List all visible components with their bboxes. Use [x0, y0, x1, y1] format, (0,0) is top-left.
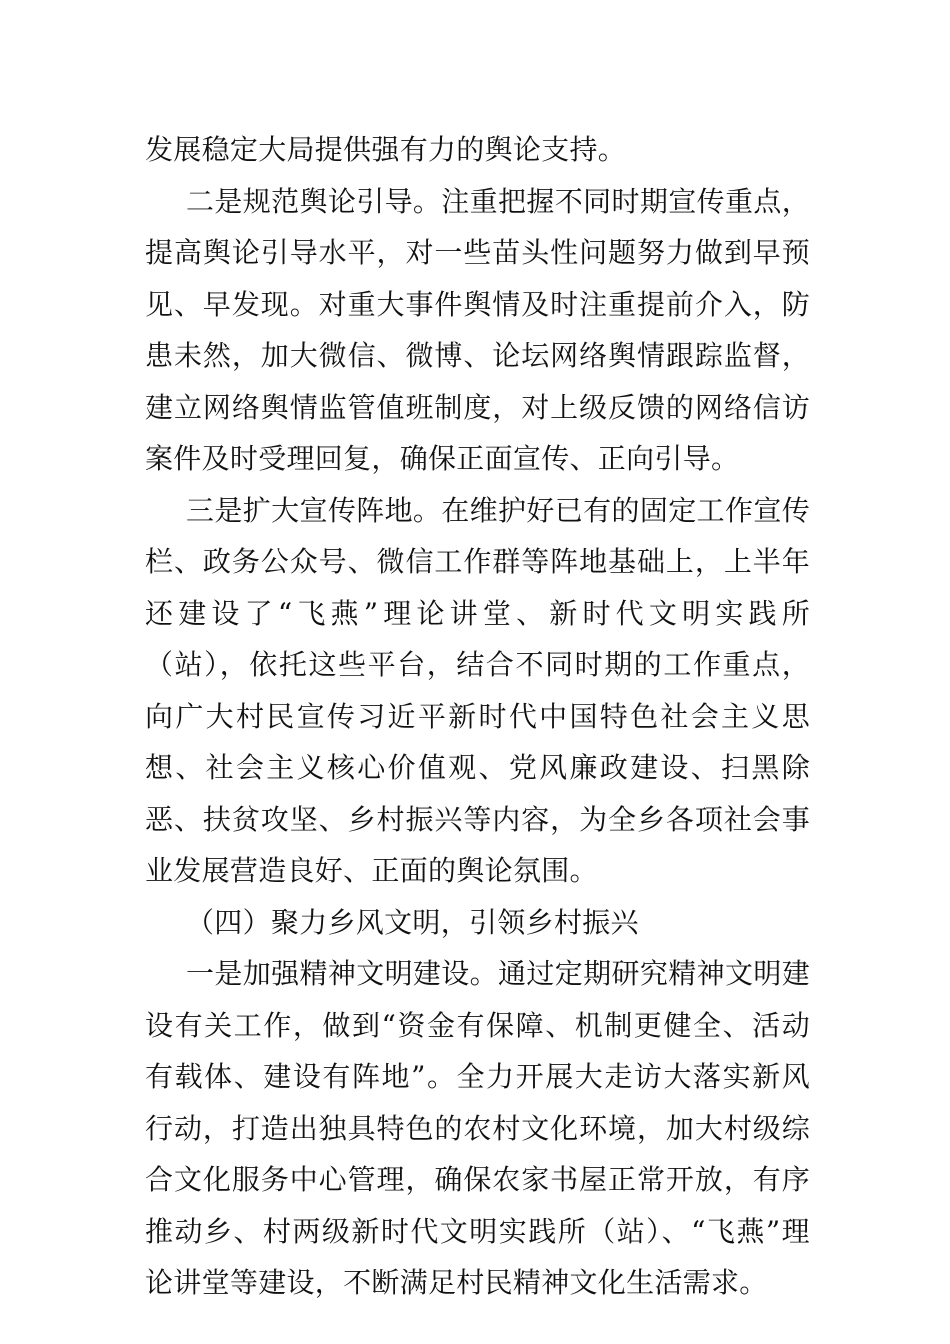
paragraph-public-opinion-guidance: 二是规范舆论引导。注重把握不同时期宣传重点，提高舆论引导水平，对一些苗头性问题努力做到早预见、早发现。对重大事件舆情及时注重提前介入，防患未然，加大微信、微博、论坛网络舆情跟踪监督，建立网络舆情监管值班制度，对上级反馈的网络信访案件及时受理回复，确保正面宣传、正向引导。 — [145, 184, 810, 475]
document-body — [145, 124, 810, 1309]
paragraph-continuation: 发展稳定大局提供强有力的舆论支持。 — [145, 133, 627, 166]
paragraph-publicity-positions: 三是扩大宣传阵地。在维护好已有的固定工作宣传栏、政务公众号、微信工作群等阵地基础上，上半年还建设了“飞燕”理论讲堂、新时代文明实践所（站），依托这些平台，结合不同时期的工作重点，向广大村民宣传习近平新时代中国特色社会主义思想、社会主义核心价值观、党风廉政建设、扫黑除恶、扶贫攻坚、乡村振兴等内容，为全乡各项社会事业发展营造良好、正面的舆论氛围。 — [145, 493, 810, 887]
section-heading-rural-civilization: （四）聚力乡风文明，引领乡村振兴 — [186, 905, 639, 939]
paragraph-spiritual-civilization: 一是加强精神文明建设。通过定期研究精神文明建设有关工作，做到“资金有保障、机制更健全、活动有载体、建设有阵地”。全力开展大走访大落实新风行动，打造出独具特色的农村文化环境，加大村级综合文化服务中心管理，确保农家书屋正常开放，有序推动乡、村两级新时代文明实践所（站）、“飞燕”理论讲堂等建设，不断满足村民精神文化生活需求。 — [145, 957, 810, 1299]
